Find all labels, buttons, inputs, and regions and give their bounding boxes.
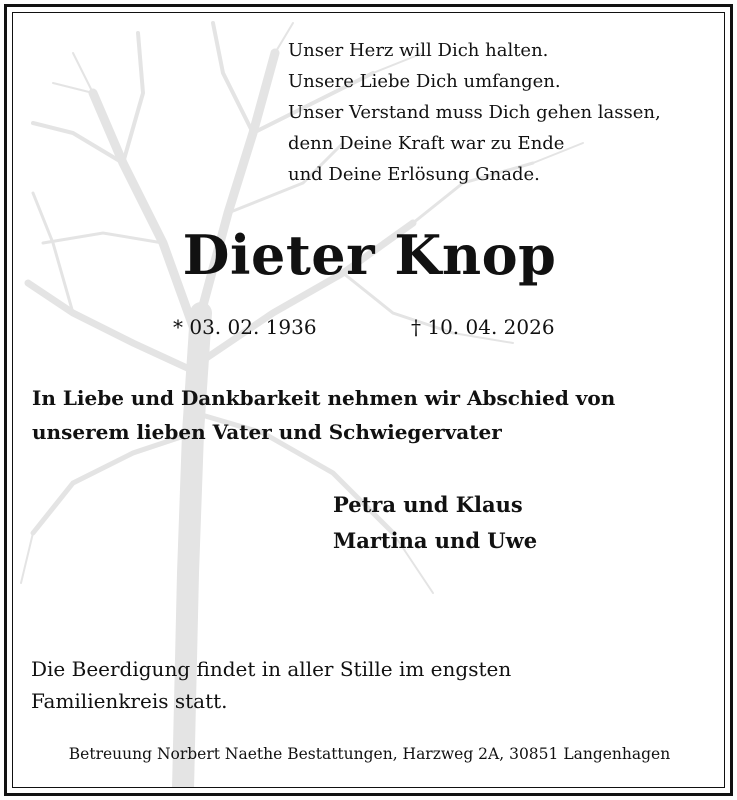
death-date: † 10. 04. 2026: [411, 315, 555, 339]
poem-line: Unsere Liebe Dich umfangen.: [288, 71, 561, 92]
poem: [288, 35, 718, 190]
mourner-line: Petra und Klaus: [333, 492, 523, 517]
inner-border: [12, 12, 725, 788]
farewell-text: [32, 381, 712, 449]
mourner-line: Martina und Uwe: [333, 528, 538, 553]
poem-line: Unser Herz will Dich halten.: [288, 40, 549, 61]
farewell-line: In Liebe und Dankbarkeit nehmen wir Abschied von: [32, 386, 616, 410]
mourners: [333, 487, 537, 559]
funeral-notice: [31, 653, 711, 717]
undertaker-info: Betreuung Norbert Naethe Bestattungen, Harzweg 2A, 30851 Langenhagen: [68, 745, 671, 763]
birth-date: * 03. 02. 1936: [173, 315, 317, 339]
funeral-line: Familienkreis statt.: [31, 689, 228, 713]
poem-line: denn Deine Kraft war zu Ende: [288, 133, 565, 154]
poem-line: und Deine Erlösung Gnade.: [288, 164, 540, 185]
poem-line: Unser Verstand muss Dich gehen lassen,: [288, 102, 661, 123]
deceased-name: Dieter Knop: [182, 223, 557, 287]
funeral-line: Die Beerdigung findet in aller Stille im engsten: [31, 657, 512, 681]
farewell-line: unserem lieben Vater und Schwiegervater: [32, 420, 502, 444]
